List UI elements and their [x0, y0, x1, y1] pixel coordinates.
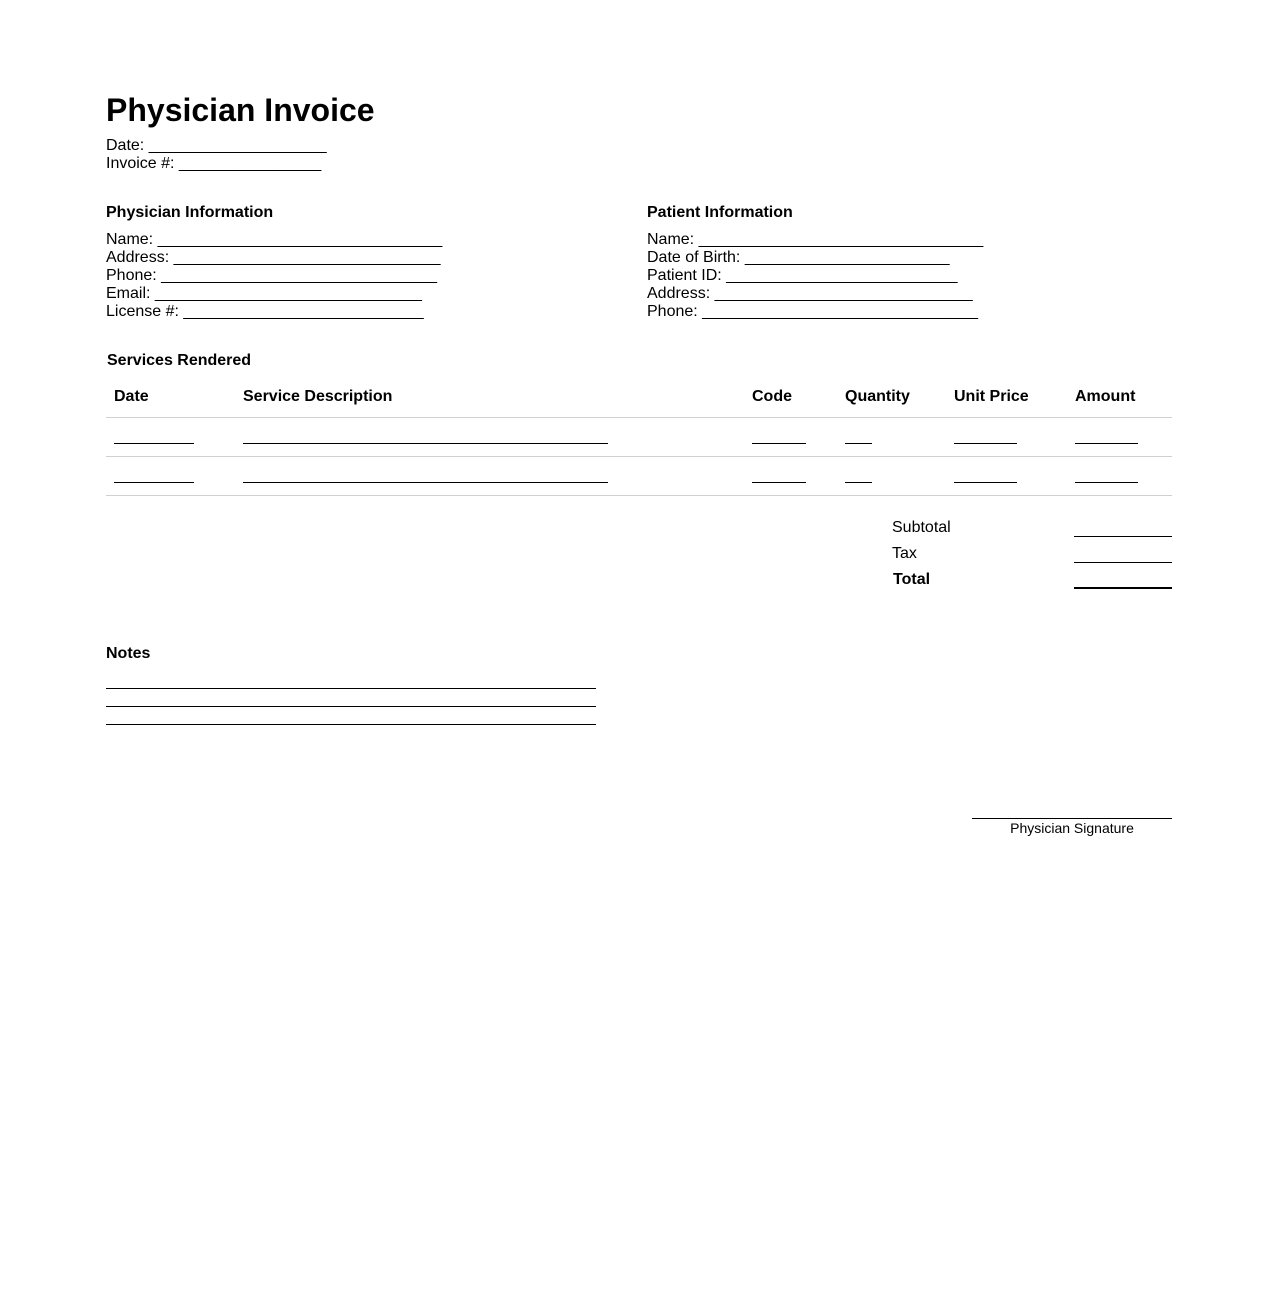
page-title: Physician Invoice [106, 92, 375, 128]
row-2-code-blank[interactable] [752, 482, 806, 483]
column-header-unit-price: Unit Price [954, 388, 1029, 405]
row-divider [106, 495, 1172, 496]
physician-license-field[interactable]: License #: ___________________________ [106, 303, 424, 320]
column-header-quantity: Quantity [845, 388, 910, 405]
row-divider [106, 456, 1172, 457]
row-1-quantity-blank[interactable] [845, 443, 872, 444]
column-header-amount: Amount [1075, 388, 1136, 405]
column-header-code: Code [752, 388, 792, 405]
physician-email-field[interactable]: Email: ______________________________ [106, 285, 422, 302]
row-divider [106, 417, 1172, 418]
signature-line[interactable] [972, 818, 1172, 819]
invoice-number-field[interactable]: Invoice #: ________________ [106, 155, 322, 172]
physician-address-field[interactable]: Address: ______________________________ [106, 249, 441, 266]
row-2-amount-blank[interactable] [1075, 482, 1138, 483]
tax-label: Tax [892, 545, 917, 562]
invoice-date-field[interactable]: Date: ____________________ [106, 137, 327, 154]
physician-info-heading: Physician Information [106, 204, 274, 221]
row-1-code-blank[interactable] [752, 443, 806, 444]
row-1-date-blank[interactable] [114, 443, 194, 444]
subtotal-blank[interactable] [1074, 536, 1172, 537]
total-blank[interactable] [1074, 587, 1172, 589]
services-heading: Services Rendered [107, 352, 252, 369]
tax-blank[interactable] [1074, 562, 1172, 563]
notes-line-2[interactable] [106, 706, 596, 707]
signature-label: Physician Signature [1010, 820, 1134, 836]
row-2-quantity-blank[interactable] [845, 482, 872, 483]
notes-line-3[interactable] [106, 724, 596, 725]
physician-phone-field[interactable]: Phone: _______________________________ [106, 267, 438, 284]
notes-line-1[interactable] [106, 688, 596, 689]
patient-info-heading: Patient Information [647, 204, 793, 221]
patient-id-field[interactable]: Patient ID: __________________________ [647, 267, 958, 284]
patient-dob-field[interactable]: Date of Birth: _______________________ [647, 249, 950, 266]
physician-name-field[interactable]: Name: ________________________________ [106, 231, 443, 248]
column-header-description: Service Description [243, 388, 393, 405]
patient-phone-field[interactable]: Phone: _______________________________ [647, 303, 979, 320]
row-2-unit-price-blank[interactable] [954, 482, 1017, 483]
notes-heading: Notes [106, 645, 151, 662]
patient-name-field[interactable]: Name: ________________________________ [647, 231, 984, 248]
row-1-description-blank[interactable] [243, 443, 608, 444]
row-2-date-blank[interactable] [114, 482, 194, 483]
subtotal-label: Subtotal [892, 519, 951, 536]
column-header-date: Date [114, 388, 149, 405]
total-label: Total [893, 571, 931, 588]
patient-address-field[interactable]: Address: _____________________________ [647, 285, 973, 302]
row-2-description-blank[interactable] [243, 482, 608, 483]
row-1-amount-blank[interactable] [1075, 443, 1138, 444]
row-1-unit-price-blank[interactable] [954, 443, 1017, 444]
